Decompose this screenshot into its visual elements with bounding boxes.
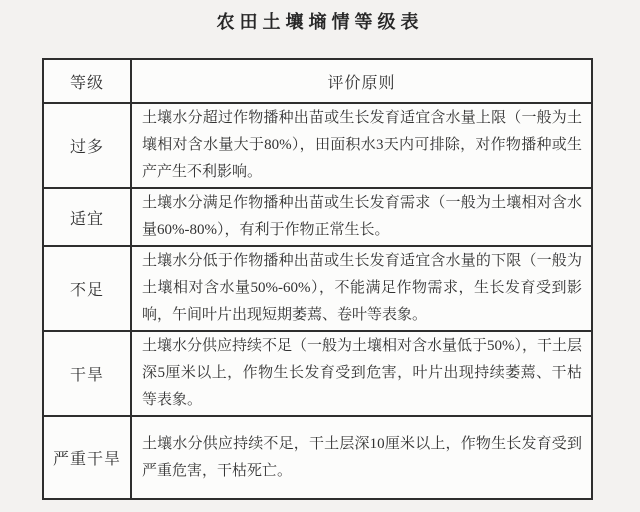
grade-cell-insufficient: 不足	[43, 246, 131, 331]
header-principle: 评价原则	[131, 59, 592, 103]
principle-cell-drought: 土壤水分供应持续不足（一般为土壤相对含水量低于50%），干土层深5厘米以上，作物生长发育受到危害，叶片出现持续萎蔫、干枯等表象。	[131, 331, 592, 416]
grade-cell-drought: 干旱	[43, 331, 131, 416]
table-row	[43, 416, 592, 499]
principle-cell-insufficient: 土壤水分低于作物播种出苗或生长发育适宜含水量的下限（一般为土壤相对含水量50%-60%），不能满足作物需求，生长发育受到影响，午间叶片出现短期萎蔫、卷叶等表象。	[131, 246, 592, 331]
principle-cell-severe-drought: 土壤水分供应持续不足，干土层深10厘米以上，作物生长发育受到严重危害，干枯死亡。	[131, 416, 592, 499]
header-grade: 等级	[43, 59, 131, 103]
page-title: 农田土壤墒情等级表	[216, 12, 424, 32]
table-row	[43, 103, 592, 188]
soil-moisture-grade-table	[42, 58, 593, 500]
grade-cell-severe-drought: 严重干旱	[43, 416, 131, 499]
table-header-row	[43, 59, 592, 103]
grade-cell-excessive: 过多	[43, 103, 131, 188]
principle-cell-suitable: 土壤水分满足作物播种出苗或生长发育需求（一般为土壤相对含水量60%-80%），有利于作物正常生长。	[131, 188, 592, 246]
table-row	[43, 331, 592, 416]
grade-cell-suitable: 适宜	[43, 188, 131, 246]
table-row	[43, 246, 592, 331]
table-row	[43, 188, 592, 246]
principle-cell-excessive: 土壤水分超过作物播种出苗或生长发育适宜含水量上限（一般为土壤相对含水量大于80%），田面积水3天内可排除，对作物播种或生产产生不利影响。	[131, 103, 592, 188]
